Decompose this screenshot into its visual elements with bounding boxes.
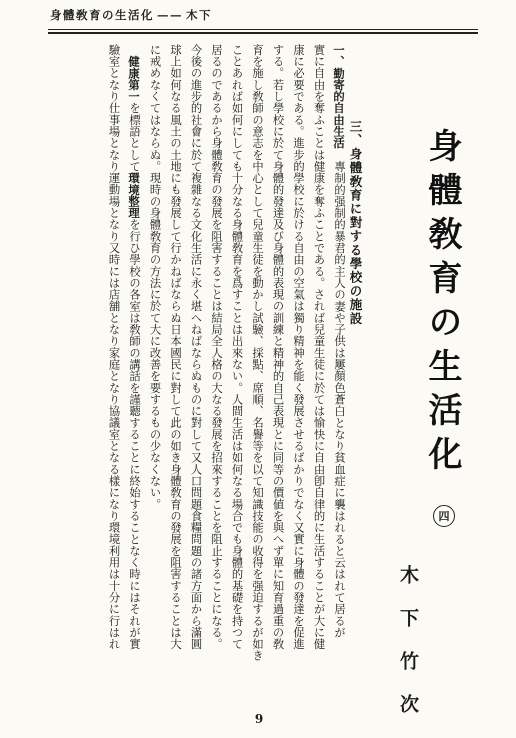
text-line bbox=[107, 44, 121, 650]
text-run: 育を施し敎師の意志を中心として兒童生徒を動かし試驗、採點、席順、名譽等を以て知識技能の收得を强迫するが如き bbox=[251, 44, 264, 662]
text-run: 實に自由を奪ふことは健康を奪ふことである。されば兒童生徒に於ては愉快に自由卽自律的に生活することが大に健 bbox=[312, 44, 326, 650]
text-run: する。若し學校に於て身體的發達及び身體的表現の訓練と精神的自己表現とに同等の價値を與へず單に知育過重の敎 bbox=[271, 44, 285, 650]
header-rule bbox=[48, 29, 478, 30]
running-head-title: 身體敎育の生活化 bbox=[50, 8, 154, 22]
text-line bbox=[168, 44, 182, 650]
article-title-block bbox=[422, 128, 462, 480]
text-run: に戒めなくてはならぬ。現時の身體敎育の方法に於て大に改善を要するもの少なくない。 bbox=[148, 44, 162, 510]
page-number: 9 bbox=[254, 712, 264, 726]
section-heading: 三、身體敎育に對する學校の施設 bbox=[348, 120, 363, 326]
emphasis-text: 環境整理 bbox=[127, 172, 141, 219]
emphasis-text: 健康第一 bbox=[127, 55, 141, 103]
running-head bbox=[50, 7, 212, 23]
running-head-author: 木下 bbox=[186, 8, 212, 22]
article-author: 木下竹次 bbox=[397, 565, 419, 737]
running-head-separator: —— bbox=[157, 8, 183, 22]
emphasis-text: 勤寄的自由生活 bbox=[332, 67, 346, 149]
text-line bbox=[312, 44, 326, 650]
text-line bbox=[291, 44, 305, 650]
body-text bbox=[78, 44, 346, 679]
text-line bbox=[148, 44, 162, 510]
text-run: を行ひ學校の各室は敎師の講話を謹聽することに終始することなく時にはそれが實 bbox=[128, 218, 141, 650]
text-run: 康に必要である。進步的學校に於ける自由の空氣は獨り精神を能く發展させるばかりでなく又實に身體の發達を促進 bbox=[292, 44, 305, 650]
text-line bbox=[189, 44, 203, 650]
text-line bbox=[127, 44, 141, 650]
text-line bbox=[271, 44, 285, 650]
text-run: 驗室となり仕事場となり運動場となり又時には店舖となり家庭となり協議室となる樣になり環境利用は十分に行はれ bbox=[107, 44, 121, 650]
text-line bbox=[250, 44, 264, 661]
header-rule-thick bbox=[48, 32, 478, 34]
text-run: 居るのであるから身體敎育の發展を阻害することは結局全人格の大なる發展を招來することを阻止することになる。 bbox=[210, 44, 223, 650]
text-run: ことあれば如何にしても十分なる身體敎育を爲すことは出來ない。人間生活は如何なる場合でも身體的基礎を持つて bbox=[230, 44, 244, 650]
part-number-badge: 四 bbox=[433, 505, 455, 527]
text-line bbox=[230, 44, 244, 650]
text-run bbox=[128, 44, 141, 56]
text-run: 專制的强制的暴君的主人の妻や子供は屢顏色蒼白となり貧血症に襲はれると云はれて居るが bbox=[333, 148, 346, 639]
text-line bbox=[332, 44, 346, 638]
text-run: 今後の進步的社會に於て複雜なる文化生活に永く堪へねばならぬものに對して又人口問題食糧問題の諸方面から滿圓 bbox=[189, 44, 203, 650]
text-run: 球上如何なる風土の土地にも發展して行かねばならぬ日本國民に對して此の如き身體敎育の發展を阻害することは大 bbox=[169, 44, 182, 650]
emphasis-text: 一、 bbox=[332, 44, 346, 68]
text-line bbox=[209, 44, 223, 650]
article-title: 身體敎育の生活化 bbox=[422, 128, 462, 480]
text-run: を標語として bbox=[128, 102, 141, 173]
